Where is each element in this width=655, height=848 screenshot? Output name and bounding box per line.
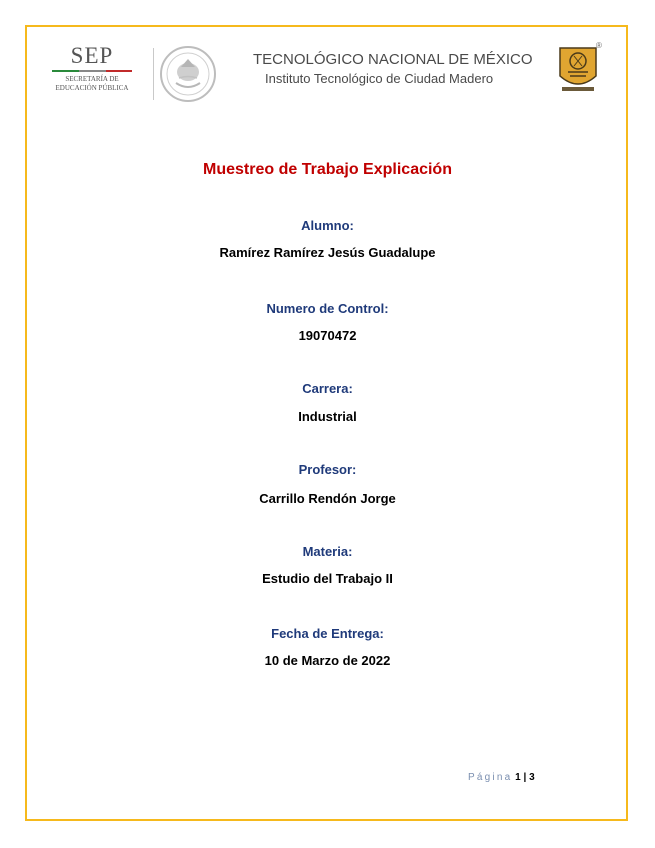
field-label-carrera: Carrera: [302,381,353,396]
header-divider [153,48,154,100]
field-value-profesor: Carrillo Rendón Jorge [259,491,396,506]
page-separator: | [523,772,527,783]
sep-logo [44,44,140,96]
field-label-fecha: Fecha de Entrega: [271,626,384,641]
coat-of-arms-seal-icon [159,45,217,103]
field-value-control: 19070472 [298,328,357,343]
sep-logo-line2: EDUCACIÓN PÚBLICA [55,84,129,92]
field-label-materia: Materia: [302,544,353,559]
total-pages: 3 [529,772,535,783]
field-label-alumno: Alumno: [301,218,354,233]
field-value-fecha: 10 de Marzo de 2022 [264,653,391,668]
field-label-profesor: Profesor: [298,462,357,477]
sep-logo-title: SEP [70,43,114,68]
document-title: Muestreo de Trabajo Explicación [203,161,452,178]
field-value-materia: Estudio del Trabajo II [262,571,393,586]
campus-name: Instituto Tecnológico de Ciudad Madero [265,71,494,86]
registered-mark: ® [596,41,602,50]
sep-logo-line1: SECRETARÍA DE [65,75,119,83]
itcm-logo-icon [556,42,600,94]
page-footer [468,772,535,783]
page-number: 1 [515,772,521,783]
field-value-alumno: Ramírez Ramírez Jesús Guadalupe [219,245,436,260]
sep-logo-bar [52,70,132,72]
field-value-carrera: Industrial [298,409,357,424]
field-label-control: Numero de Control: [266,301,389,316]
page-word: Página [468,772,513,783]
institution-name: TECNOLÓGICO NACIONAL DE MÉXICO [253,51,533,68]
